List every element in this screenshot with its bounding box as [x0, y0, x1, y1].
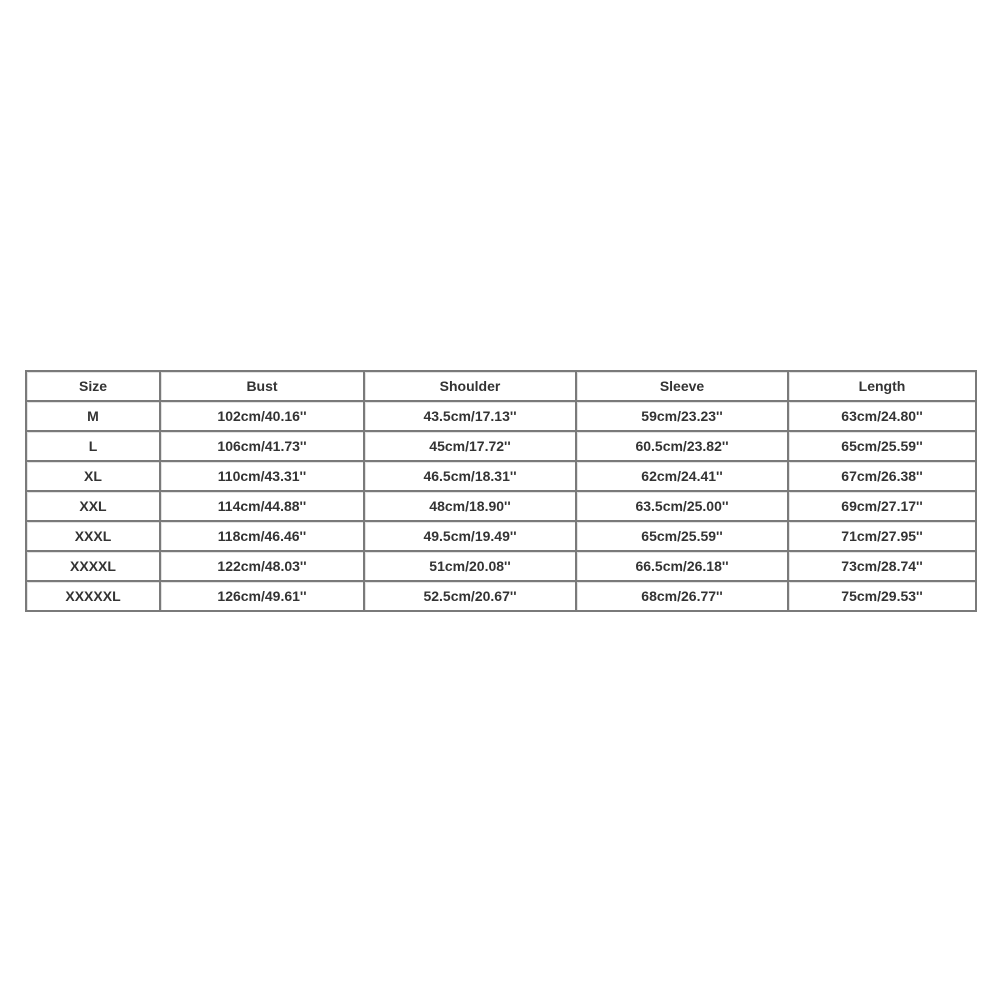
cell-size: XXXXL	[26, 551, 160, 581]
cell-length: 69cm/27.17''	[788, 491, 976, 521]
cell-shoulder: 49.5cm/19.49''	[364, 521, 576, 551]
cell-size: M	[26, 401, 160, 431]
table-row	[26, 551, 976, 581]
table-row	[26, 581, 976, 611]
table-row	[26, 431, 976, 461]
cell-bust: 122cm/48.03''	[160, 551, 364, 581]
cell-bust: 114cm/44.88''	[160, 491, 364, 521]
cell-bust: 106cm/41.73''	[160, 431, 364, 461]
cell-sleeve: 60.5cm/23.82''	[576, 431, 788, 461]
cell-sleeve: 66.5cm/26.18''	[576, 551, 788, 581]
cell-shoulder: 52.5cm/20.67''	[364, 581, 576, 611]
cell-sleeve: 68cm/26.77''	[576, 581, 788, 611]
table-row	[26, 521, 976, 551]
cell-length: 75cm/29.53''	[788, 581, 976, 611]
header-shoulder: Shoulder	[364, 371, 576, 401]
header-sleeve: Sleeve	[576, 371, 788, 401]
cell-sleeve: 65cm/25.59''	[576, 521, 788, 551]
cell-length: 65cm/25.59''	[788, 431, 976, 461]
cell-sleeve: 59cm/23.23''	[576, 401, 788, 431]
cell-length: 67cm/26.38''	[788, 461, 976, 491]
size-chart-table	[25, 370, 977, 612]
header-row	[26, 371, 976, 401]
cell-length: 63cm/24.80''	[788, 401, 976, 431]
cell-shoulder: 43.5cm/17.13''	[364, 401, 576, 431]
cell-shoulder: 46.5cm/18.31''	[364, 461, 576, 491]
table-row	[26, 461, 976, 491]
table-row	[26, 401, 976, 431]
cell-size: XXL	[26, 491, 160, 521]
cell-size: XXXXXL	[26, 581, 160, 611]
cell-shoulder: 48cm/18.90''	[364, 491, 576, 521]
cell-length: 71cm/27.95''	[788, 521, 976, 551]
cell-sleeve: 62cm/24.41''	[576, 461, 788, 491]
cell-bust: 118cm/46.46''	[160, 521, 364, 551]
header-bust: Bust	[160, 371, 364, 401]
cell-size: XL	[26, 461, 160, 491]
header-length: Length	[788, 371, 976, 401]
header-size: Size	[26, 371, 160, 401]
table-row	[26, 491, 976, 521]
cell-bust: 110cm/43.31''	[160, 461, 364, 491]
cell-bust: 126cm/49.61''	[160, 581, 364, 611]
cell-shoulder: 51cm/20.08''	[364, 551, 576, 581]
cell-bust: 102cm/40.16''	[160, 401, 364, 431]
cell-length: 73cm/28.74''	[788, 551, 976, 581]
cell-sleeve: 63.5cm/25.00''	[576, 491, 788, 521]
cell-shoulder: 45cm/17.72''	[364, 431, 576, 461]
cell-size: XXXL	[26, 521, 160, 551]
cell-size: L	[26, 431, 160, 461]
